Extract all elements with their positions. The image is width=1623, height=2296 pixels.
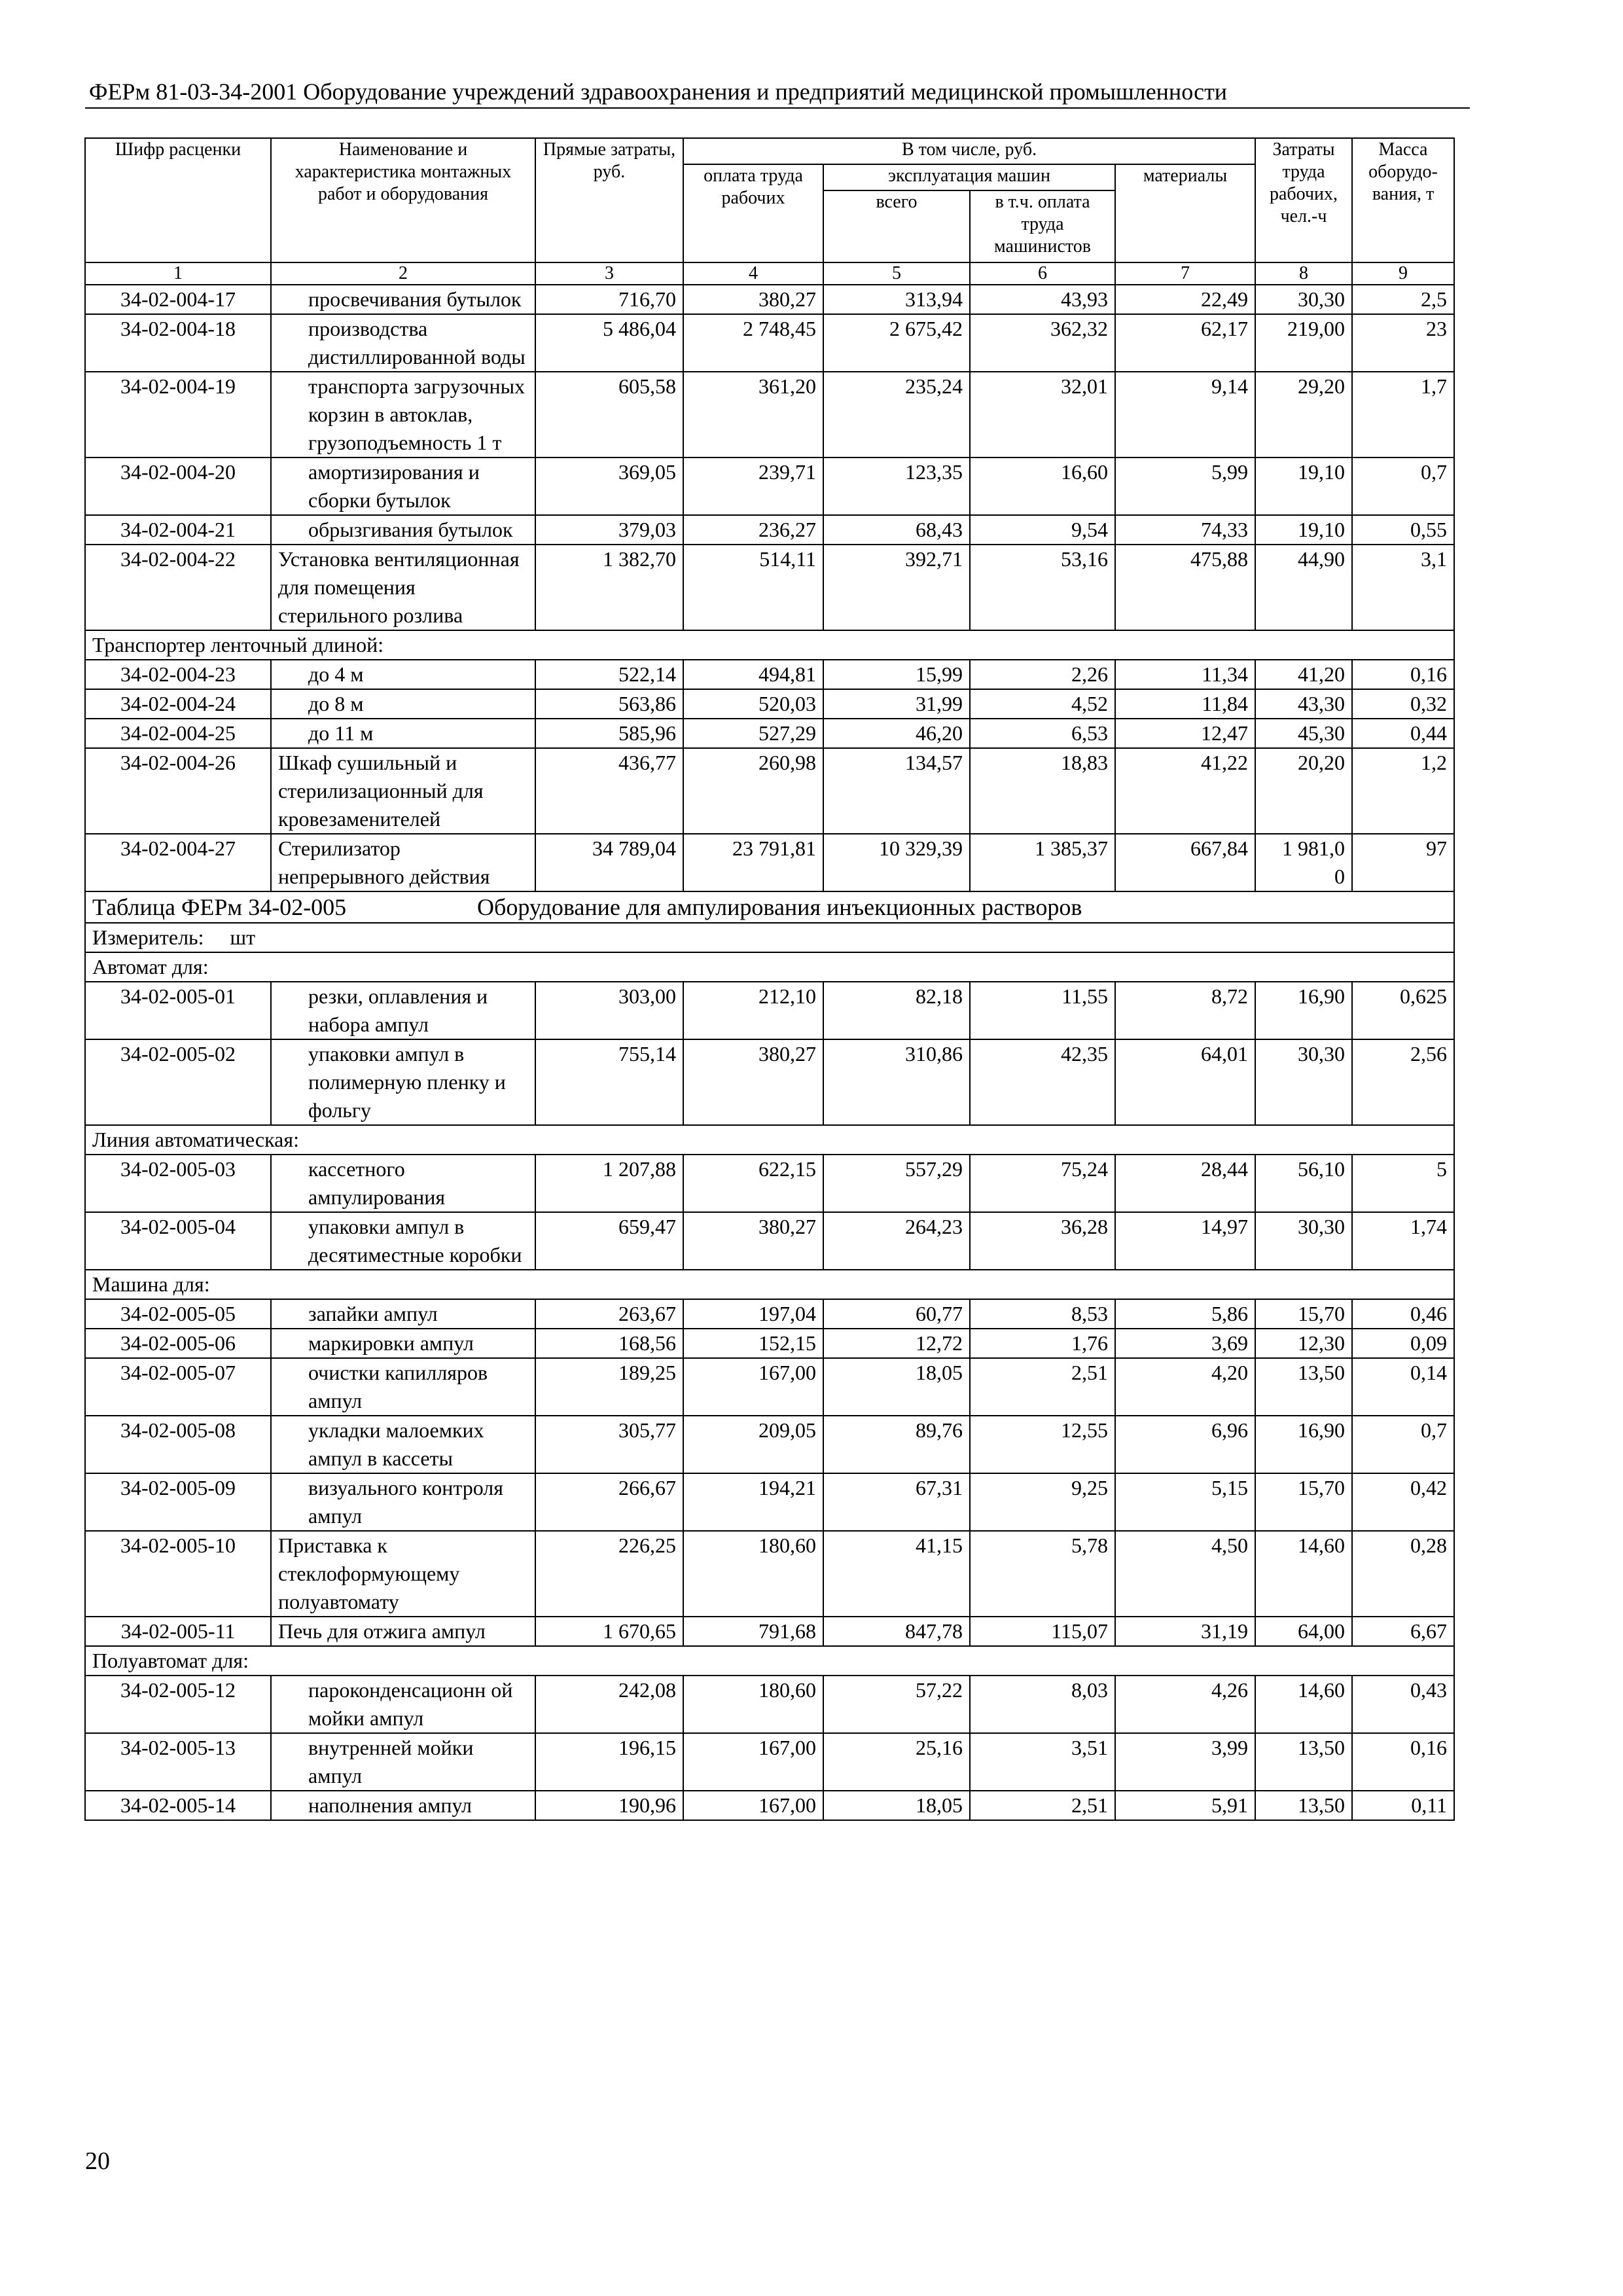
- row-value-c8: 29,20: [1255, 372, 1352, 457]
- table-row: [85, 660, 1454, 689]
- row-code: 34-02-004-23: [85, 660, 271, 689]
- row-value-c9: 0,46: [1352, 1299, 1454, 1329]
- row-code: 34-02-005-04: [85, 1212, 271, 1270]
- row-value-c7: 5,99: [1115, 457, 1255, 515]
- row-value-c9: 5: [1352, 1155, 1454, 1212]
- row-value-c7: 5,91: [1115, 1791, 1255, 1820]
- row-value-c6: 2,26: [970, 660, 1115, 689]
- row-value-c5: 557,29: [823, 1155, 970, 1212]
- row-value-c7: 28,44: [1115, 1155, 1255, 1212]
- row-name: упаковки ампул в десятиместные коробки: [271, 1212, 535, 1270]
- row-value-c3: 1 382,70: [535, 545, 683, 630]
- row-value-c7: 6,96: [1115, 1416, 1255, 1473]
- row-value-c8: 14,60: [1255, 1531, 1352, 1617]
- table-row: [85, 1531, 1454, 1617]
- row-value-c4: 380,27: [683, 1039, 823, 1125]
- row-value-c8: 43,30: [1255, 689, 1352, 719]
- row-value-c7: 667,84: [1115, 834, 1255, 891]
- row-value-c7: 4,20: [1115, 1358, 1255, 1416]
- row-name: транспорта загрузочных корзин в автоклав, грузоподъемность 1 т: [271, 372, 535, 457]
- row-value-c4: 209,05: [683, 1416, 823, 1473]
- row-value-c5: 847,78: [823, 1617, 970, 1646]
- row-value-c3: 189,25: [535, 1358, 683, 1416]
- group-row: [85, 952, 1454, 982]
- row-code: 34-02-005-03: [85, 1155, 271, 1212]
- row-value-c4: 2 748,45: [683, 314, 823, 372]
- row-value-c5: 123,35: [823, 457, 970, 515]
- table-row: [85, 285, 1454, 314]
- table-row: [85, 1617, 1454, 1646]
- measure-unit: шт: [230, 925, 256, 949]
- row-value-c7: 41,22: [1115, 748, 1255, 834]
- row-value-c9: 0,7: [1352, 1416, 1454, 1473]
- row-value-c3: 563,86: [535, 689, 683, 719]
- row-value-c7: 11,34: [1115, 660, 1255, 689]
- row-value-c3: 168,56: [535, 1329, 683, 1358]
- table-row: [85, 1329, 1454, 1358]
- row-name: пароконденсационн ой мойки ампул: [271, 1676, 535, 1733]
- row-code: 34-02-004-20: [85, 457, 271, 515]
- row-value-c6: 8,53: [970, 1299, 1115, 1329]
- row-value-c4: 212,10: [683, 982, 823, 1039]
- row-value-c6: 42,35: [970, 1039, 1115, 1125]
- row-value-c5: 67,31: [823, 1473, 970, 1531]
- row-name: визуального контроля ампул: [271, 1473, 535, 1531]
- row-value-c8: 15,70: [1255, 1473, 1352, 1531]
- row-value-c6: 18,83: [970, 748, 1115, 834]
- row-code: 34-02-005-13: [85, 1733, 271, 1791]
- table-row: [85, 1416, 1454, 1473]
- row-value-c9: 2,56: [1352, 1039, 1454, 1125]
- row-value-c9: 0,16: [1352, 660, 1454, 689]
- column-numbers-row: [85, 262, 1454, 285]
- table-row: [85, 1733, 1454, 1791]
- row-code: 34-02-004-22: [85, 545, 271, 630]
- row-value-c6: 6,53: [970, 719, 1115, 748]
- measure-label: Измеритель:: [92, 925, 204, 949]
- measure-row: [85, 923, 1454, 952]
- row-code: 34-02-005-09: [85, 1473, 271, 1531]
- row-value-c4: 167,00: [683, 1358, 823, 1416]
- row-value-c3: 1 207,88: [535, 1155, 683, 1212]
- table-row: [85, 982, 1454, 1039]
- row-value-c7: 64,01: [1115, 1039, 1255, 1125]
- row-value-c7: 31,19: [1115, 1617, 1255, 1646]
- row-name: до 4 м: [271, 660, 535, 689]
- table-title-row: [85, 891, 1454, 923]
- row-code: 34-02-005-06: [85, 1329, 271, 1358]
- row-code: 34-02-005-14: [85, 1791, 271, 1820]
- row-value-c8: 30,30: [1255, 1212, 1352, 1270]
- row-name: Установка вентиляционная для помещения стерильного розлива: [271, 545, 535, 630]
- row-name: очистки капилляров ампул: [271, 1358, 535, 1416]
- row-value-c7: 3,69: [1115, 1329, 1255, 1358]
- group-label: Полуавтомат для:: [85, 1646, 1454, 1676]
- row-value-c3: 369,05: [535, 457, 683, 515]
- row-value-c9: 0,14: [1352, 1358, 1454, 1416]
- row-value-c5: 31,99: [823, 689, 970, 719]
- row-value-c5: 18,05: [823, 1358, 970, 1416]
- row-value-c8: 20,20: [1255, 748, 1352, 834]
- col-labor-pay-header: оплата труда рабочих: [683, 164, 823, 262]
- row-value-c7: 4,26: [1115, 1676, 1255, 1733]
- row-value-c9: 0,11: [1352, 1791, 1454, 1820]
- row-value-c4: 23 791,81: [683, 834, 823, 891]
- row-value-c4: 361,20: [683, 372, 823, 457]
- row-value-c9: 0,28: [1352, 1531, 1454, 1617]
- row-value-c9: 1,2: [1352, 748, 1454, 834]
- row-value-c6: 43,93: [970, 285, 1115, 314]
- row-value-c9: 0,16: [1352, 1733, 1454, 1791]
- row-value-c6: 16,60: [970, 457, 1115, 515]
- row-value-c8: 56,10: [1255, 1155, 1352, 1212]
- row-value-c6: 75,24: [970, 1155, 1115, 1212]
- row-value-c9: 2,5: [1352, 285, 1454, 314]
- row-value-c6: 1 385,37: [970, 834, 1115, 891]
- table-row: [85, 545, 1454, 630]
- row-value-c3: 190,96: [535, 1791, 683, 1820]
- row-value-c8: 16,90: [1255, 1416, 1352, 1473]
- row-value-c3: 605,58: [535, 372, 683, 457]
- row-name: внутренней мойки ампул: [271, 1733, 535, 1791]
- row-value-c6: 9,54: [970, 515, 1115, 545]
- row-value-c4: 152,15: [683, 1329, 823, 1358]
- row-value-c8: 19,10: [1255, 515, 1352, 545]
- row-value-c5: 89,76: [823, 1416, 970, 1473]
- page-number: 20: [85, 2147, 110, 2175]
- row-value-c5: 57,22: [823, 1676, 970, 1733]
- row-value-c6: 8,03: [970, 1676, 1115, 1733]
- table-number: Таблица ФЕРм 34-02-005: [92, 894, 347, 920]
- row-value-c7: 3,99: [1115, 1733, 1255, 1791]
- row-value-c6: 362,32: [970, 314, 1115, 372]
- row-name: маркировки ампул: [271, 1329, 535, 1358]
- row-value-c8: 64,00: [1255, 1617, 1352, 1646]
- row-value-c5: 15,99: [823, 660, 970, 689]
- row-code: 34-02-005-05: [85, 1299, 271, 1329]
- row-value-c6: 32,01: [970, 372, 1115, 457]
- row-value-c4: 622,15: [683, 1155, 823, 1212]
- row-value-c8: 16,90: [1255, 982, 1352, 1039]
- col-materials-header: материалы: [1115, 164, 1255, 262]
- table-row: [85, 457, 1454, 515]
- col-mass-header: Масса оборудо-вания, т: [1352, 138, 1454, 262]
- group-label: Линия автоматическая:: [85, 1125, 1454, 1155]
- row-value-c3: 755,14: [535, 1039, 683, 1125]
- row-code: 34-02-004-17: [85, 285, 271, 314]
- row-value-c8: 15,70: [1255, 1299, 1352, 1329]
- row-value-c7: 4,50: [1115, 1531, 1255, 1617]
- table-row: [85, 314, 1454, 372]
- col-mach-pay-header: в т.ч. оплата труда машинистов: [970, 190, 1115, 262]
- row-code: 34-02-005-02: [85, 1039, 271, 1125]
- table-row: [85, 1358, 1454, 1416]
- row-value-c5: 392,71: [823, 545, 970, 630]
- row-value-c7: 8,72: [1115, 982, 1255, 1039]
- row-value-c6: 9,25: [970, 1473, 1115, 1531]
- row-value-c6: 12,55: [970, 1416, 1115, 1473]
- row-value-c4: 260,98: [683, 748, 823, 834]
- table-row: [85, 1473, 1454, 1531]
- group-label: Машина для:: [85, 1270, 1454, 1299]
- row-name: Стерилизатор непрерывного действия: [271, 834, 535, 891]
- row-value-c4: 239,71: [683, 457, 823, 515]
- col-mach-total-header: всего: [823, 190, 970, 262]
- table-body: [85, 285, 1454, 1820]
- row-value-c3: 585,96: [535, 719, 683, 748]
- header-rule: [85, 107, 1470, 109]
- row-value-c8: 19,10: [1255, 457, 1352, 515]
- row-value-c7: 14,97: [1115, 1212, 1255, 1270]
- row-value-c4: 494,81: [683, 660, 823, 689]
- row-value-c5: 310,86: [823, 1039, 970, 1125]
- table-title: [85, 891, 1454, 923]
- row-code: 34-02-004-25: [85, 719, 271, 748]
- row-value-c8: 1 981,0 0: [1255, 834, 1352, 891]
- row-value-c5: 18,05: [823, 1791, 970, 1820]
- row-value-c8: 14,60: [1255, 1676, 1352, 1733]
- row-code: 34-02-004-24: [85, 689, 271, 719]
- row-value-c6: 2,51: [970, 1358, 1115, 1416]
- row-name: укладки малоемких ампул в кассеты: [271, 1416, 535, 1473]
- col-machines-header: эксплуатация машин: [823, 164, 1115, 190]
- row-value-c4: 180,60: [683, 1531, 823, 1617]
- table-row: [85, 834, 1454, 891]
- row-value-c7: 74,33: [1115, 515, 1255, 545]
- row-value-c8: 219,00: [1255, 314, 1352, 372]
- row-value-c3: 522,14: [535, 660, 683, 689]
- row-value-c7: 22,49: [1115, 285, 1255, 314]
- row-value-c9: 6,67: [1352, 1617, 1454, 1646]
- row-value-c4: 380,27: [683, 1212, 823, 1270]
- row-value-c6: 53,16: [970, 545, 1115, 630]
- row-value-c7: 9,14: [1115, 372, 1255, 457]
- row-value-c4: 167,00: [683, 1733, 823, 1791]
- col-number: 3: [535, 262, 683, 285]
- row-name: наполнения ампул: [271, 1791, 535, 1820]
- row-value-c6: 36,28: [970, 1212, 1115, 1270]
- group-row: [85, 1125, 1454, 1155]
- row-value-c7: 5,15: [1115, 1473, 1255, 1531]
- row-code: 34-02-004-26: [85, 748, 271, 834]
- row-value-c5: 25,16: [823, 1733, 970, 1791]
- col-code-header: Шифр расценки: [85, 138, 271, 262]
- row-value-c3: 305,77: [535, 1416, 683, 1473]
- row-name: кассетного ампулирования: [271, 1155, 535, 1212]
- running-header: ФЕРм 81-03-34-2001 Оборудование учреждений здравоохранения и предприятий медицинской промышленности: [89, 79, 1228, 105]
- row-value-c8: 13,50: [1255, 1791, 1352, 1820]
- row-name: Шкаф сушильный и стерилизационный для кровезаменителей: [271, 748, 535, 834]
- row-value-c9: 0,42: [1352, 1473, 1454, 1531]
- row-code: 34-02-005-07: [85, 1358, 271, 1416]
- row-value-c7: 475,88: [1115, 545, 1255, 630]
- row-value-c3: 5 486,04: [535, 314, 683, 372]
- row-value-c9: 97: [1352, 834, 1454, 891]
- group-label: Транспортер ленточный длиной:: [85, 630, 1454, 660]
- row-value-c3: 263,67: [535, 1299, 683, 1329]
- row-value-c3: 34 789,04: [535, 834, 683, 891]
- row-code: 34-02-005-08: [85, 1416, 271, 1473]
- table-row: [85, 1676, 1454, 1733]
- row-value-c3: 716,70: [535, 285, 683, 314]
- row-value-c8: 13,50: [1255, 1358, 1352, 1416]
- col-name-header: Наименование и характеристика монтажных работ и оборудования: [271, 138, 535, 262]
- row-value-c6: 2,51: [970, 1791, 1115, 1820]
- row-value-c5: 46,20: [823, 719, 970, 748]
- row-value-c4: 194,21: [683, 1473, 823, 1531]
- row-value-c6: 11,55: [970, 982, 1115, 1039]
- row-name: резки, оплавления и набора ампул: [271, 982, 535, 1039]
- table-name: Оборудование для ампулирования инъекционных растворов: [477, 894, 1082, 920]
- row-value-c7: 62,17: [1115, 314, 1255, 372]
- row-value-c5: 235,24: [823, 372, 970, 457]
- row-value-c6: 5,78: [970, 1531, 1115, 1617]
- row-value-c3: 1 670,65: [535, 1617, 683, 1646]
- row-value-c8: 30,30: [1255, 1039, 1352, 1125]
- row-value-c4: 514,11: [683, 545, 823, 630]
- col-number: 4: [683, 262, 823, 285]
- row-name: до 8 м: [271, 689, 535, 719]
- row-value-c5: 313,94: [823, 285, 970, 314]
- row-value-c3: 266,67: [535, 1473, 683, 1531]
- row-name: просвечивания бутылок: [271, 285, 535, 314]
- col-labor-header: Затраты труда рабочих, чел.-ч: [1255, 138, 1352, 262]
- row-value-c5: 10 329,39: [823, 834, 970, 891]
- table-row: [85, 1039, 1454, 1125]
- group-label: Автомат для:: [85, 952, 1454, 982]
- row-name: Печь для отжига ампул: [271, 1617, 535, 1646]
- table-row: [85, 1299, 1454, 1329]
- row-value-c3: 436,77: [535, 748, 683, 834]
- price-table: [84, 137, 1455, 1821]
- table-row: [85, 1155, 1454, 1212]
- row-code: 34-02-005-01: [85, 982, 271, 1039]
- table-row: [85, 689, 1454, 719]
- row-value-c3: 242,08: [535, 1676, 683, 1733]
- col-number: 7: [1115, 262, 1255, 285]
- table-row: [85, 515, 1454, 545]
- row-value-c4: 520,03: [683, 689, 823, 719]
- row-value-c9: 0,09: [1352, 1329, 1454, 1358]
- row-value-c4: 527,29: [683, 719, 823, 748]
- row-value-c3: 303,00: [535, 982, 683, 1039]
- row-value-c4: 197,04: [683, 1299, 823, 1329]
- row-value-c3: 196,15: [535, 1733, 683, 1791]
- col-number: 6: [970, 262, 1115, 285]
- row-value-c6: 3,51: [970, 1733, 1115, 1791]
- table-row: [85, 372, 1454, 457]
- row-value-c5: 134,57: [823, 748, 970, 834]
- col-direct-header: Прямые затраты, руб.: [535, 138, 683, 262]
- row-value-c7: 12,47: [1115, 719, 1255, 748]
- row-value-c9: 23: [1352, 314, 1454, 372]
- row-value-c5: 12,72: [823, 1329, 970, 1358]
- row-value-c4: 380,27: [683, 285, 823, 314]
- row-code: 34-02-004-27: [85, 834, 271, 891]
- row-value-c9: 0,7: [1352, 457, 1454, 515]
- row-code: 34-02-004-18: [85, 314, 271, 372]
- row-value-c3: 379,03: [535, 515, 683, 545]
- col-number: 9: [1352, 262, 1454, 285]
- row-value-c9: 1,7: [1352, 372, 1454, 457]
- row-value-c5: 41,15: [823, 1531, 970, 1617]
- row-code: 34-02-004-21: [85, 515, 271, 545]
- row-name: производства дистиллированной воды: [271, 314, 535, 372]
- row-name: до 11 м: [271, 719, 535, 748]
- row-value-c9: 1,74: [1352, 1212, 1454, 1270]
- row-value-c9: 3,1: [1352, 545, 1454, 630]
- table-row: [85, 1212, 1454, 1270]
- row-name: запайки ампул: [271, 1299, 535, 1329]
- row-code: 34-02-004-19: [85, 372, 271, 457]
- row-value-c7: 5,86: [1115, 1299, 1255, 1329]
- col-number: 2: [271, 262, 535, 285]
- row-name: амортизирования и сборки бутылок: [271, 457, 535, 515]
- row-value-c9: 0,625: [1352, 982, 1454, 1039]
- table-row: [85, 1791, 1454, 1820]
- row-value-c9: 0,44: [1352, 719, 1454, 748]
- row-value-c5: 264,23: [823, 1212, 970, 1270]
- row-value-c8: 30,30: [1255, 285, 1352, 314]
- row-value-c6: 1,76: [970, 1329, 1115, 1358]
- table-row: [85, 719, 1454, 748]
- row-code: 34-02-005-11: [85, 1617, 271, 1646]
- col-number: 1: [85, 262, 271, 285]
- row-value-c6: 4,52: [970, 689, 1115, 719]
- row-value-c4: 167,00: [683, 1791, 823, 1820]
- row-value-c6: 115,07: [970, 1617, 1115, 1646]
- row-name: обрызгивания бутылок: [271, 515, 535, 545]
- row-value-c5: 68,43: [823, 515, 970, 545]
- row-value-c4: 791,68: [683, 1617, 823, 1646]
- group-row: [85, 1270, 1454, 1299]
- row-code: 34-02-005-10: [85, 1531, 271, 1617]
- row-code: 34-02-005-12: [85, 1676, 271, 1733]
- table-row: [85, 748, 1454, 834]
- col-number: 5: [823, 262, 970, 285]
- measure-cell: [85, 923, 1454, 952]
- row-value-c8: 12,30: [1255, 1329, 1352, 1358]
- row-value-c8: 13,50: [1255, 1733, 1352, 1791]
- row-value-c3: 226,25: [535, 1531, 683, 1617]
- row-value-c8: 44,90: [1255, 545, 1352, 630]
- row-value-c4: 236,27: [683, 515, 823, 545]
- row-value-c5: 82,18: [823, 982, 970, 1039]
- col-number: 8: [1255, 262, 1352, 285]
- row-value-c8: 41,20: [1255, 660, 1352, 689]
- row-value-c5: 60,77: [823, 1299, 970, 1329]
- row-value-c9: 0,32: [1352, 689, 1454, 719]
- col-incl-header: В том числе, руб.: [683, 138, 1255, 164]
- row-value-c9: 0,55: [1352, 515, 1454, 545]
- group-row: [85, 630, 1454, 660]
- row-value-c3: 659,47: [535, 1212, 683, 1270]
- row-value-c4: 180,60: [683, 1676, 823, 1733]
- group-row: [85, 1646, 1454, 1676]
- row-name: упаковки ампул в полимерную пленку и фольгу: [271, 1039, 535, 1125]
- row-name: Приставка к стеклоформующему полуавтомату: [271, 1531, 535, 1617]
- row-value-c7: 11,84: [1115, 689, 1255, 719]
- row-value-c9: 0,43: [1352, 1676, 1454, 1733]
- row-value-c5: 2 675,42: [823, 314, 970, 372]
- row-value-c8: 45,30: [1255, 719, 1352, 748]
